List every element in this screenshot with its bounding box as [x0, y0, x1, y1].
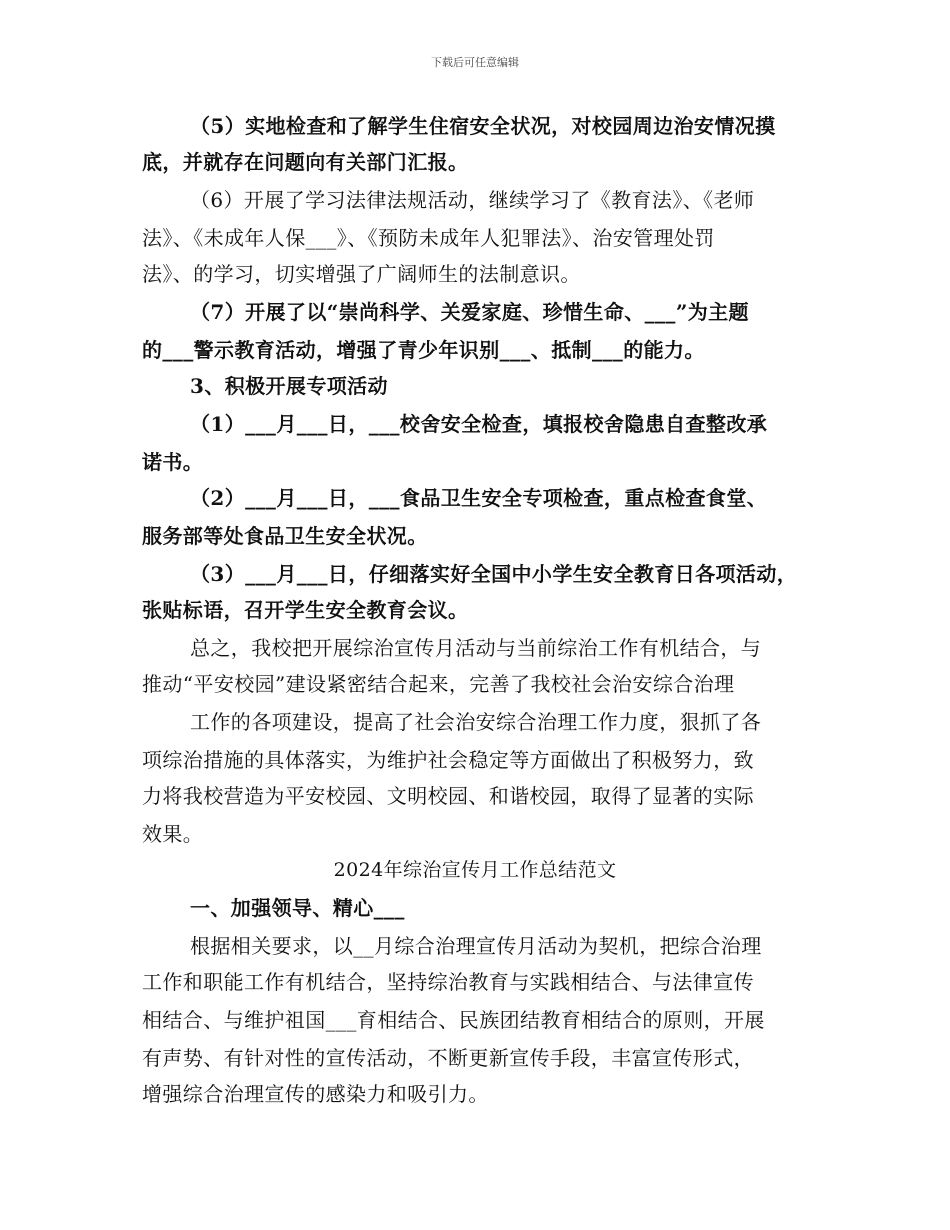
text-line: 底，并就存在问题向有关部门汇报。 — [142, 150, 469, 174]
text-line: 效果。 — [142, 822, 204, 846]
text-line: 法》、的学习，切实增强了广阔师生的法制意识。 — [142, 262, 581, 286]
text-line: （1）___月___日，___校舍安全检查，填报校舍隐患自查整改承 — [190, 412, 768, 436]
text-line: 总之，我校把开展综治宣传月活动与当前综治工作有机结合，与 — [190, 636, 762, 660]
text-line: （2）___月___日，___食品卫生安全专项检查，重点检查食堂、 — [190, 486, 768, 510]
text-line: 增强综合治理宣传的感染力和吸引力。 — [142, 1082, 489, 1106]
document-title: 2024年综治宣传月工作总结范文 — [333, 859, 617, 881]
text-line: 张贴标语，召开学生安全教育会议。 — [142, 598, 469, 622]
text-line: （5）实地检查和了解学生住宿安全状况，对校园周边治安情况摸 — [190, 114, 776, 138]
text-line: 力将我校营造为平安校园、文明校园、和谐校园，取得了显著的实际 — [142, 784, 754, 808]
page-header: 下载后可任意编辑 — [431, 56, 519, 69]
text-line: 服务部等处食品卫生安全状况。 — [142, 524, 428, 548]
text-line: （3）___月___日，仔细落实好全国中小学生安全教育日各项活动， — [190, 562, 798, 586]
text-line: 有声势、有针对性的宣传活动，不断更新宣传手段，丰富宣传形式， — [142, 1046, 754, 1070]
text-line: 工作的各项建设，提高了社会治安综合治理工作力度，狠抓了各 — [190, 710, 762, 734]
text-line: 相结合、与维护祖国___育相结合、民族团结教育相结合的原则，开展 — [142, 1008, 765, 1032]
text-line: 项综治措施的具体落实，为维护社会稳定等方面做出了积极努力，致 — [142, 748, 754, 772]
text-line: 推动“平安校园”建设紧密结合起来，完善了我校社会治安综合治理 — [142, 672, 735, 696]
text-line: （6）开展了学习法律法规活动，继续学习了《教育法》、《老师 — [190, 188, 755, 212]
text-line: （7）开展了以“崇尚科学、关爱家庭、珍惜生命、___”为主题 — [190, 300, 749, 324]
section-heading: 3、积极开展专项活动 — [190, 374, 388, 398]
text-line: 工作和职能工作有机结合，坚持综治教育与实践相结合、与法律宣传 — [142, 970, 754, 994]
text-line: 的___警示教育活动，增强了青少年识别___、抵制___的能力。 — [142, 338, 705, 362]
text-line: 法》、《未成年人保___》、《预防未成年人犯罪法》、治安管理处罚 — [142, 226, 715, 250]
text-line: 根据相关要求，以__月综合治理宣传月活动为契机，把综合治理 — [190, 934, 762, 958]
text-line: 诺书。 — [142, 450, 204, 474]
section-heading: 一、加强领导、精心___ — [190, 896, 405, 920]
